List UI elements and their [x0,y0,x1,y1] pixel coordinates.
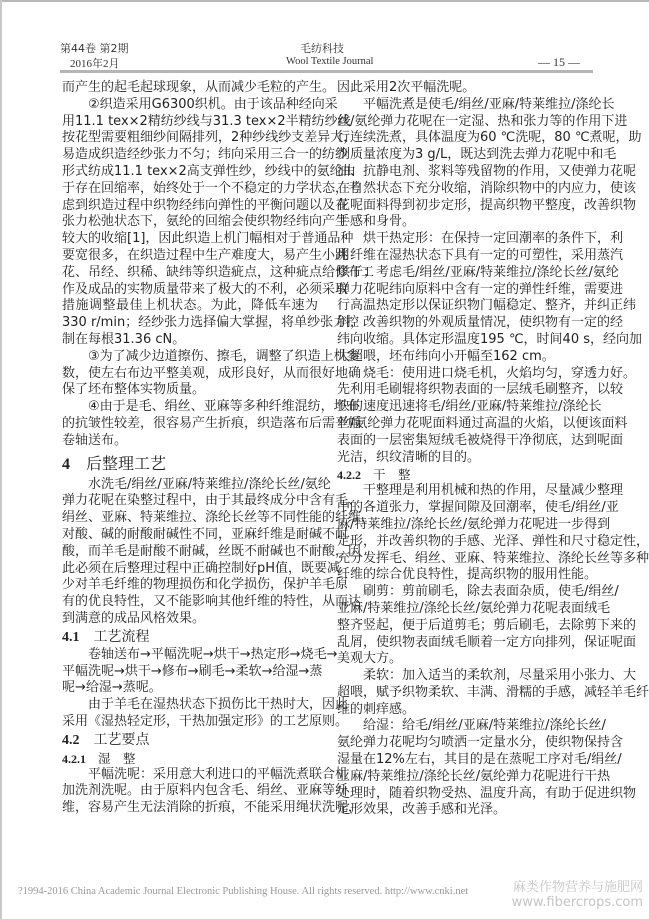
watermark [512,880,643,910]
text-line: 用纤维在湿热状态下具有一定的可塑性，采用蒸汽 [337,247,624,263]
text-line: 平幅洗煮是使毛/绢丝/亚麻/特莱维拉/涤纶长 [363,96,615,112]
text-line: 维的刺痒感。 [337,701,416,717]
paragraph [62,476,375,628]
text-line: 快的速度迅速将毛/绢丝/亚麻/特莱维拉/涤纶长 [337,399,602,415]
text-line: 表面的一层密集短绒毛被烧得干净彻底，达到呢面 [337,432,624,448]
section-heading [337,466,589,483]
section-heading [62,731,318,750]
text-line: 湿量在12%左右，其目的是在蒸呢工序对毛/绢丝/ [337,752,622,768]
text-line: 定形效果，改善手感和光泽。 [337,802,507,818]
header-journal-cn: 毛纺科技 [300,42,344,55]
text-line: 酸，而羊毛是耐酸不耐碱，丝既不耐碱也不耐酸，因 [62,543,362,559]
text-line: 弹力花呢在染整过程中，由于其最终成分中含有毛、 [62,493,362,509]
text-line: 斜，改善织物的外观质量情况，使织物有一定的经 [337,315,624,331]
text-line: 措施调整最佳上机状态。为此，降低车速为 [62,298,318,314]
section-title: 后整理工艺 [86,453,167,473]
text-line: 作及成品的实物质量带来了极大的不利，必须采取 [62,281,349,297]
text-line: 烘干；考虑毛/绢丝/亚麻/特莱维拉/涤纶长丝/氨纶 [337,264,619,280]
text-line: 手感和身骨。 [337,214,416,230]
paragraph [337,80,589,97]
watermark-line2: www.fibercrops.com [511,895,643,910]
text-line: ③为了减少边道擦伤、擦毛，调整了织造上机参 [88,348,360,364]
text-line: 到满意的成品风格效果。 [62,610,206,626]
paragraph [337,365,637,467]
text-line: 较大的收缩[1]，因此织造上机门幅相对于普通品种 [62,231,354,247]
text-line: 易造成织造经纱张力不匀；纬向采用三合一的纺纱 [62,147,349,163]
text-line: 数，使左右布边平整美观，成形良好，从而很好地确 [62,365,362,381]
section-number: 4.2 [62,732,80,748]
section-title: 工艺要点 [93,731,150,748]
paragraph [62,399,362,449]
text-line: 水洗毛/绢丝/亚麻/特莱维拉/涤纶长丝/氨纶 [88,476,331,492]
text-line: 有的优良特性，又不能影响其他纤维的特性，从而达 [62,594,362,610]
text-line: 用11.1 tex×2精纺纱线与31.3 tex×2半精纺纱线 [62,113,351,129]
text-line: 柔软：加入适当的柔软剂，尽量采用小张力、大 [363,668,637,684]
paragraph [62,96,375,349]
page-border-left [0,0,2,919]
text-line: 平幅洗呢：采用意大利进口的平幅洗煮联合机 [88,766,349,782]
text-line: 此必须在后整理过程中正确控制好pH值，既要减 [62,560,341,576]
text-line: 给湿：给毛/绢丝/亚麻/特莱维拉/涤纶长丝/ [363,718,606,734]
header-journal-en: Wool Textile Journal [286,56,374,67]
section-title: 干 整 [373,467,411,483]
text-line: 光洁，织纹清晰的目的。 [337,449,481,465]
text-line: 按花型需要粗细纱间隔排列，2种纱线纱支差异大， [62,130,357,146]
paragraph [337,668,649,718]
text-line: 而产生的起毛起球现象，从而减少毛粒的产生。 [62,80,336,95]
text-line: 中的各道张力，掌握间隙及回潮率，使毛/绢丝/亚 [337,500,619,516]
text-line: 行高温热定形以保证织物门幅稳定、整齐，并纠正纬 [337,298,637,314]
text-line: 保了坯布整体实物质量。 [62,382,206,398]
text-line: 行连续洗煮，具体温度为60 ℃洗呢，80 ℃煮呢，助 [337,130,642,146]
text-line: 加洗剂洗呢。由于原料内包含毛、绢丝、亚麻等纤 [62,783,349,799]
section-number: 4 [62,455,70,473]
text-line: 氨纶弹力花呢均匀喷洒一定量水分，使织物保持含 [337,735,624,751]
section-number: 4.2.2 [337,468,361,483]
text-line: 平幅洗呢→烘干→修布→刷毛→柔软→给湿→蒸 [62,663,323,679]
paragraph [62,80,336,97]
text-line: 美观大方。 [337,651,403,667]
copyright-footer: ?1994-2016 China Academic Journal Electronic Publishing House. All rights reserved. http://www.cnki.net [18,886,469,897]
text-line: 于存在回缩率，始终处于一个不稳定的力学状态，考 [62,180,362,196]
text-line: 卷轴送布→平幅洗呢→烘干→热定形→烧毛→ [88,646,338,662]
text-line: ②织造采用G6300织机。由于该品种经向采 [88,96,338,112]
text-line: 麻/特莱维拉/涤纶长丝/氨纶弹力花呢进一步得到 [337,516,611,532]
section-title: 工艺流程 [93,628,150,645]
text-line: ④由于是毛、绢丝、亚麻等多种纤维混纺，坯布 [88,399,360,415]
text-line: 先利用毛刷辊将织物表面的一层绒毛刷整齐，以较 [337,382,624,398]
text-line: 少对羊毛纤维的物理损伤和化学损伤，保护羊毛原 [62,577,349,593]
text-line: 丝/氨纶弹力花呢在一定湿、热和张力等的作用下进 [337,113,628,129]
paragraph [62,766,362,817]
text-line: 剂质量浓度为3 g/L，既达到洗去弹力花呢中和毛 [337,147,617,163]
right-column [337,80,649,819]
watermark-line1: 麻类作物营养与施肥网 [512,880,643,895]
header-date: 2016年2月 [70,58,120,70]
text-line: 纤维的综合优良特性，提高织物的服用性能。 [337,567,598,583]
text-line: 花、吊经、织稀、缺纬等织造疵点，这种疵点给修布工 [62,264,375,280]
text-line: 定形，并改善织物的手感、光泽、弹性和尺寸稳定性， [337,533,649,549]
text-line: 要宽很多，在织造过程中生产难度大，易产生小跳 [62,247,349,263]
text-line: 刷剪：剪前刷毛，除去表面杂质，使毛/绢丝/ [363,584,619,600]
text-line: 虑到织造过程中织物经纬向弹性的平衡问题以及在 [62,197,349,213]
paragraph [337,718,637,819]
text-line: 纬向收缩。具体定形温度195 ℃，时间40 s，经向加 [337,331,642,347]
text-line: 超喂，赋予织物柔软、丰满、滑糯的手感，减轻羊毛纤 [337,684,649,700]
section-heading [62,451,318,477]
text-line: 呢→给湿→蒸呢。 [62,680,162,696]
text-line: 制在每根31.36 cN。 [62,331,186,347]
text-line: 形式纺成11.1 tex×2高支弹性纱，纱线中的氨纶由 [62,163,356,179]
paragraph [62,646,338,697]
paragraph [337,96,642,231]
text-line: 整齐竖起，便于后道剪毛；剪后刷毛，去除剪下来的 [337,617,637,633]
text-line: 张力松弛状态下，氨纶的回缩会使织物经纬向产生 [62,214,349,230]
text-line: 因此采用2次平幅洗呢。 [337,80,476,95]
text-line: 对酸、碱的耐酸耐碱性不同，亚麻纤维是耐碱不耐 [62,526,349,542]
paragraph [337,231,642,365]
text-line: 330 r/min；经纱张力选择偏大掌握，将单纱张力控 [62,315,360,331]
text-line: 充分发挥毛、绢丝、亚麻、特莱维拉、涤纶长丝等多种 [337,550,649,566]
text-line: 绢丝、亚麻、特莱维拉、涤纶长丝等不同性能的纤维， [62,510,375,526]
text-line: 油、抗静电剂、浆料等残留物的作用，又使弹力花呢 [337,163,637,179]
section-heading [62,750,318,767]
text-line: 亚麻/特莱维拉/涤纶长丝/氨纶弹力花呢表面绒毛 [337,600,611,616]
header-rule [60,70,593,73]
text-line: 烧毛：使用进口烧毛机，火焰均匀，穿透力好。 [363,365,637,381]
text-line: 烘干热定形：在保持一定回潮率的条件下，利 [363,231,624,247]
text-line: 维，容易产生无法消除的折痕，不能采用绳状洗呢， [62,800,362,816]
paragraph [62,348,362,399]
text-line: 丝/氨纶弹力花呢面料通过高温的火焰，以便该面料 [337,415,628,431]
page-border-top [0,0,649,2]
header-page-number: — 15 — [538,55,580,69]
section-title: 湿 整 [98,750,136,766]
header-volume-issue: 第44卷 第2期 [60,42,129,55]
paragraph [337,483,649,584]
text-line: 处理时，随着织物受热、温度升高，有助于促进织物 [337,785,637,801]
text-line: 弹力花呢纬向原料中含有一定的弹性纤维，需要进 [337,281,624,297]
section-number: 4.1 [62,629,80,645]
text-line: 大超喂，坯布纬向小开幅至162 cm。 [337,348,555,364]
paragraph [337,584,637,668]
text-line: 乱屑，使织物表面绒毛顺着一定方向排列，保证呢面 [337,634,637,650]
text-line: 在自然状态下充分收缩，消除织物中的内应力，使该 [337,180,637,196]
text-line: 花呢面料得到初步定形，提高织物平整度，改善织物 [337,197,637,213]
text-line: 干整理是利用机械和热的作用，尽量减少整理 [363,483,624,499]
paragraph [62,697,349,731]
section-number: 4.2.1 [62,751,86,766]
text-line: 由于羊毛在湿热状态下损伤比干热时大，因此 [88,697,349,713]
text-line: 卷轴送布。 [62,432,128,448]
text-line: 亚麻/特莱维拉/涤纶长丝/氨纶弹力花呢进行干热 [337,768,611,784]
text-line: 的抗皱性较差，很容易产生折痕，织造落布后需平幅 [62,415,362,431]
text-line: 采用《湿热轻定形，干热加强定形》的工艺原则。 [62,713,349,729]
section-heading [62,628,318,647]
